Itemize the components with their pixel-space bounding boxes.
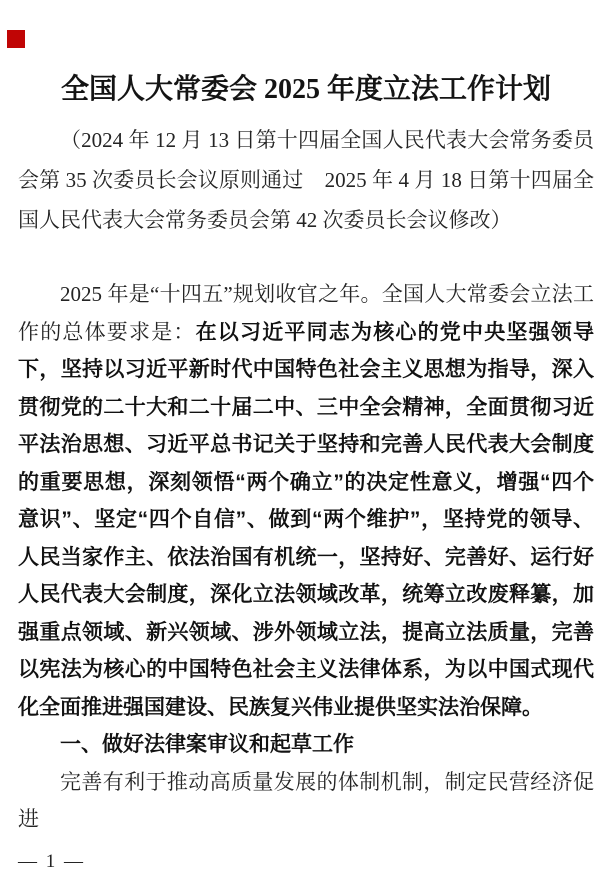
red-stamp-mark — [7, 30, 25, 48]
document-title: 全国人大常委会 2025 年度立法工作计划 — [60, 74, 551, 105]
overview-intro-text: 2025 年是“十四五”规划收官之年。全国人大常委会立法工作的总体要求是： — [18, 282, 594, 344]
overview-paragraph — [18, 276, 594, 726]
overview-emphasis-text: 在以习近平同志为核心的党中央坚强领导下，坚持以习近平新时代中国特色社会主义思想为指导，深入贯彻党的二十大和二十届二中、三中全会精神，全面贯彻习近平法治思想、习近平总书记关于坚持和完善人民代表大会制度的重要思想，深刻领悟“两个确立”的决定性意义，增强“四个意识”、坚定“四个自信”、做到“两个维护”，坚持党的领导、人民当家作主、依法治国有机统一，坚持好、完善好、运行好人民代表大会制度，深化立法领域改革，统筹立改废释纂，加强重点领域、新兴领域、涉外领域立法，提高立法质量，完善以宪法为核心的中国特色社会主义法律体系，为以中国式现代化全面推进强国建设、民族复兴伟业提供坚实法治保障。 — [18, 320, 595, 719]
section-1-heading: 一、做好法律案审议和起草工作 — [60, 733, 354, 756]
section-1-first-line: 完善有利于推动高质量发展的体制机制，制定民营经济促进 — [18, 769, 594, 831]
page-number: — 1 — — [18, 851, 85, 872]
adoption-note: （2024 年 12 月 13 日第十四届全国人民代表大会常务委员会第 35 次委员长会议原则通过 2025 年 4 月 18 日第十四届全国人民代表大会常务委员会第 42 次委员长会议修改） — [18, 128, 594, 232]
